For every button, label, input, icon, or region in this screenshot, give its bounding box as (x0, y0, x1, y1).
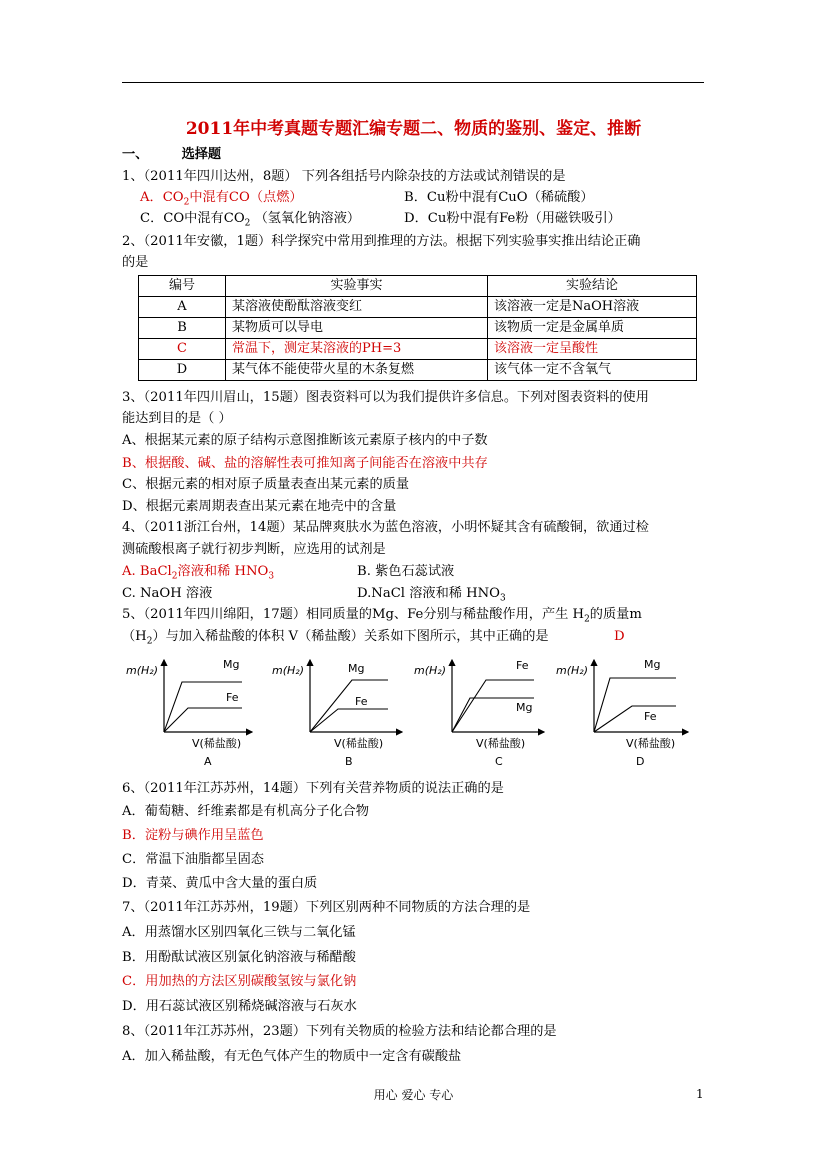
q7-option-c: C．用加热的方法区别碳酸氢铵与氯化钠 (122, 974, 357, 989)
graph-letter: B (345, 755, 353, 768)
table-cell: 该溶液一定是NaOH溶液 (488, 297, 697, 318)
x-axis-label: V(稀盐酸) (626, 737, 676, 750)
series-label: Fe (355, 695, 368, 708)
series-label: Mg (223, 658, 240, 671)
table-row (139, 318, 697, 339)
q6-stem: 6、（2011年江苏苏州，14题）下列有关营养物质的说法正确的是 (122, 781, 504, 796)
y-axis-label: m(H₂) (556, 664, 588, 677)
q6-option-a: A．葡萄糖、纤维素都是有机高分子化合物 (122, 804, 369, 819)
q4-option-a: A. BaCl$_2$溶液和稀 $HNO_3$ (122, 564, 275, 582)
table-cell: C (139, 339, 226, 360)
graph-c (414, 659, 544, 768)
table-row (139, 360, 697, 381)
q1-option-c: C．CO中混有$CO_2$ （氢氧化钠溶液） (140, 211, 361, 229)
q2-table (138, 275, 697, 381)
q3-option-b: B、根据酸、碱、盐的溶解性表可推知离子间能否在溶液中共存 (122, 456, 488, 471)
section-name: 选择题 (181, 147, 222, 162)
q7-option-a: A．用蒸馏水区别四氧化三铁与二氧化锰 (122, 925, 356, 940)
x-axis-label: V(稀盐酸) (476, 737, 526, 750)
q1-option-d: D．Cu粉中混有Fe粉（用磁铁吸引） (404, 211, 621, 226)
table-cell: 某溶液使酚酞溶液变红 (226, 297, 488, 318)
q8-stem: 8、（2011年江苏苏州，23题）下列有关物质的检验方法和结论都合理的是 (122, 1024, 557, 1039)
q4-option-d: D.NaCl 溶液和稀 $HNO_3$ (357, 586, 506, 604)
series-label: Mg (348, 662, 365, 675)
q6-option-c: C．常温下油脂都呈固态 (122, 852, 264, 867)
q3-stem-cont: 能达到目的是（ ） (122, 411, 232, 426)
q7-option-b: B．用酚酞试液区别氯化钠溶液与稀醋酸 (122, 950, 356, 965)
q3-stem: 3、（2011年四川眉山，15题）图表资料可以为我们提供许多信息。下列对图表资料的使用 (122, 390, 649, 405)
x-axis-label: V(稀盐酸) (192, 737, 242, 750)
y-axis-label: m(H₂) (126, 664, 158, 677)
table-cell: 某气体不能使带火星的木条复燃 (226, 360, 488, 381)
table-header-row (139, 276, 697, 297)
series-label: Fe (644, 710, 657, 723)
table-row (139, 297, 697, 318)
q1-stem: 1、（2011年四川达州，8题） 下列各组括号内除杂技的方法或试剂错误的是 (122, 169, 566, 184)
section-number: 一、 (122, 147, 149, 162)
q2-stem: 2、（2011年安徽，1题）科学探究中常用到推理的方法。根据下列实验事实推出结论正确 (122, 234, 641, 249)
page-number: 1 (696, 1087, 704, 1101)
table-cell: B (139, 318, 226, 339)
table-cell: 常温下，测定某溶液的PH=3 (226, 339, 488, 360)
table-cell: D (139, 360, 226, 381)
q5-answer: D (614, 629, 625, 644)
x-axis-label: V(稀盐酸) (334, 737, 384, 750)
series-label: Fe (516, 659, 529, 672)
table-cell: 该物质一定是金属单质 (488, 318, 697, 339)
q3-option-c: C、根据元素的相对原子质量表查出某元素的质量 (122, 477, 410, 492)
graph-letter: D (636, 755, 645, 768)
q4-option-c: C. NaOH 溶液 (122, 586, 213, 601)
q7-stem: 7、（2011年江苏苏州，19题）下列区别两种不同物质的方法合理的是 (122, 900, 531, 915)
q5-graphs (120, 652, 700, 772)
section-heading (122, 146, 221, 164)
q1-option-b: B．Cu粉中混有CuO（稀硫酸） (404, 190, 594, 205)
graph-a (126, 658, 252, 768)
header-cell: 编号 (139, 276, 226, 297)
q6-option-d: D．青菜、黄瓜中含大量的蛋白质 (122, 876, 318, 891)
series-label: Mg (644, 658, 661, 671)
q4-stem: 4、（2011浙江台州，14题）某品牌爽肤水为蓝色溶液，小明怀疑其含有硫酸铜，欲通过检 (122, 520, 649, 535)
q5-stem-cont: $(H_2)$与加入稀盐酸的体积 V（稀盐酸）关系如下图所示，其中正确的是 (122, 629, 549, 647)
q2-stem-cont: 的是 (122, 255, 149, 270)
header-rule (122, 82, 704, 83)
table-row (139, 339, 697, 360)
q3-option-a: A、根据某元素的原子结构示意图推断该元素原子核内的中子数 (122, 433, 488, 448)
graph-letter: C (495, 755, 503, 768)
q6-option-b: B．淀粉与碘作用呈蓝色 (122, 828, 264, 843)
series-label: Mg (516, 701, 533, 714)
page-title: 2011年中考真题专题汇编专题二、物质的鉴别、鉴定、推断 (185, 119, 642, 139)
header-cell: 实验结论 (488, 276, 697, 297)
y-axis-label: m(H₂) (272, 664, 304, 677)
y-axis-label: m(H₂) (414, 664, 446, 677)
graph-d (556, 658, 688, 768)
page-footer: 用心 爱心 专心 (373, 1088, 454, 1102)
header-cell: 实验事实 (226, 276, 488, 297)
q7-option-d: D．用石蕊试液区别稀烧碱溶液与石灰水 (122, 999, 357, 1014)
q5-stem: 5、（2011年四川绵阳，17题）相同质量的Mg、Fe分别与稀盐酸作用，产生 $H_2$的质量m (122, 607, 642, 625)
q3-option-d: D、根据元素周期表查出某元素在地壳中的含量 (122, 499, 397, 514)
table-cell: 某物质可以导电 (226, 318, 488, 339)
q4-stem-cont: 测硫酸根离子就行初步判断，应选用的试剂是 (122, 542, 386, 557)
q8-option-a: A．加入稀盐酸，有无色气体产生的物质中一定含有碳酸盐 (122, 1049, 462, 1064)
graph-b (272, 660, 402, 768)
table-cell: 该溶液一定呈酸性 (488, 339, 697, 360)
graph-letter: A (204, 755, 212, 768)
series-label: Fe (226, 691, 239, 704)
table-cell: A (139, 297, 226, 318)
q1-option-a: A．$CO_2$中混有CO（点燃） (140, 190, 303, 208)
table-cell: 该气体一定不含氧气 (488, 360, 697, 381)
q4-option-b: B. 紫色石蕊试液 (357, 564, 455, 579)
